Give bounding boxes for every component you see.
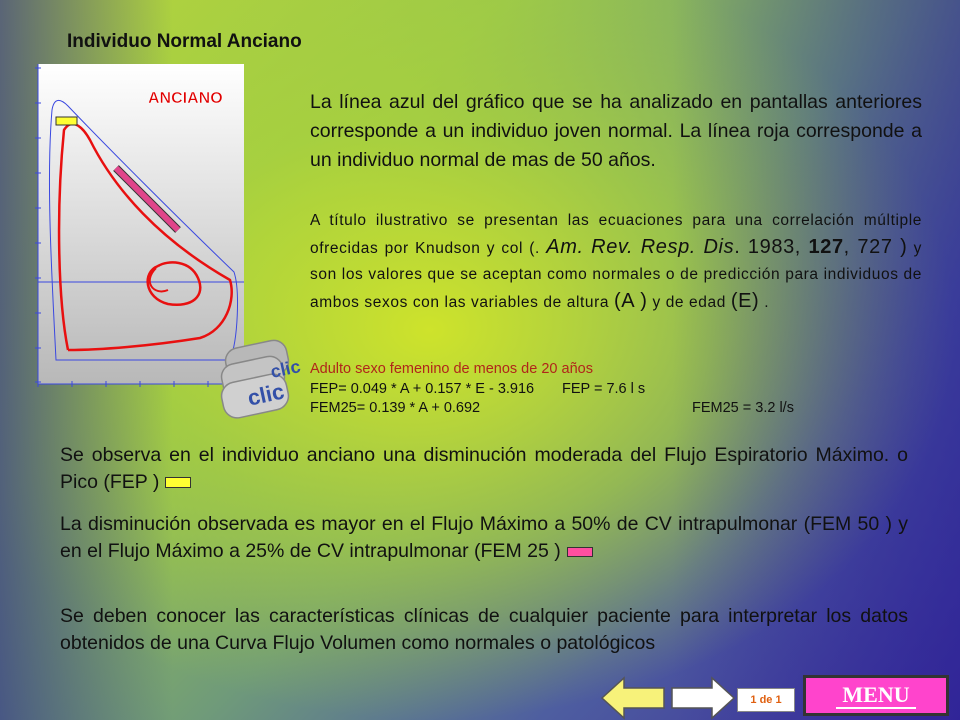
page-title: Individuo Normal Anciano <box>67 31 302 52</box>
fem25-formula: FEM25= 0.139 * A + 0.692 <box>310 400 481 416</box>
arrow-right-icon <box>672 678 734 718</box>
equations-block <box>310 360 870 419</box>
anciano-label: ANCIANO <box>148 90 223 107</box>
paragraph-fep-decrease: Se observa en el individuo anciano una disminución moderada del Flujo Espiratorio Máximo. o Pico (FEP ) <box>60 444 908 493</box>
fep-legend-marker <box>165 477 191 488</box>
plot-area <box>38 64 244 384</box>
paragraph-clinical-note: Se deben conocer las características clínicas de cualquier paciente para interpretar los datos obtenidos de una Curva Flujo Volumen como normales o patológicos <box>60 605 908 654</box>
clic-button[interactable] <box>212 338 304 428</box>
arrow-left-icon <box>602 678 664 718</box>
page-counter: 1 de 1 <box>737 688 795 712</box>
fep-result: FEP = 7.6 l s <box>562 380 646 397</box>
menu-button[interactable] <box>803 675 949 716</box>
clic-label: clic <box>245 378 287 411</box>
fem25-result: FEM25 = 3.2 l/s <box>692 400 794 416</box>
menu-label: MENU <box>836 682 915 709</box>
next-button[interactable] <box>670 676 736 720</box>
fem-legend-marker <box>567 547 593 557</box>
paragraph-knudson-equations: A título ilustrativo se presentan las ecuaciones para una correlación múltiple ofrecidas por Knudson y col (. Am. Rev. Resp. Dis. 1983, 127, 727 ) y son los valores que se aceptan como normales o de predicción para individuos de ambos sexos con las variables de altura (A ) y de edad (E) . <box>310 212 922 312</box>
fep-formula: FEP= 0.049 * A + 0.157 * E - 3.916 <box>310 380 535 397</box>
paragraph-fem-decrease: La disminución observada es mayor en el Flujo Máximo a 50% de CV intrapulmonar (FEM 50 ) y en el Flujo Máximo a 25% de CV intrapulmonar (FEM 25 ) <box>60 513 908 562</box>
svg-text:clic: clic <box>268 356 303 382</box>
equations-heading: Adulto sexo femenino de menos de 20 años <box>310 361 593 377</box>
previous-button[interactable] <box>600 676 666 720</box>
paragraph-curves-description: La línea azul del gráfico que se ha analizado en pantallas anteriores corresponde a un individuo joven normal. La línea roja corresponde a un individuo normal de mas de 50 años. <box>310 91 922 171</box>
fep-marker <box>56 117 77 125</box>
